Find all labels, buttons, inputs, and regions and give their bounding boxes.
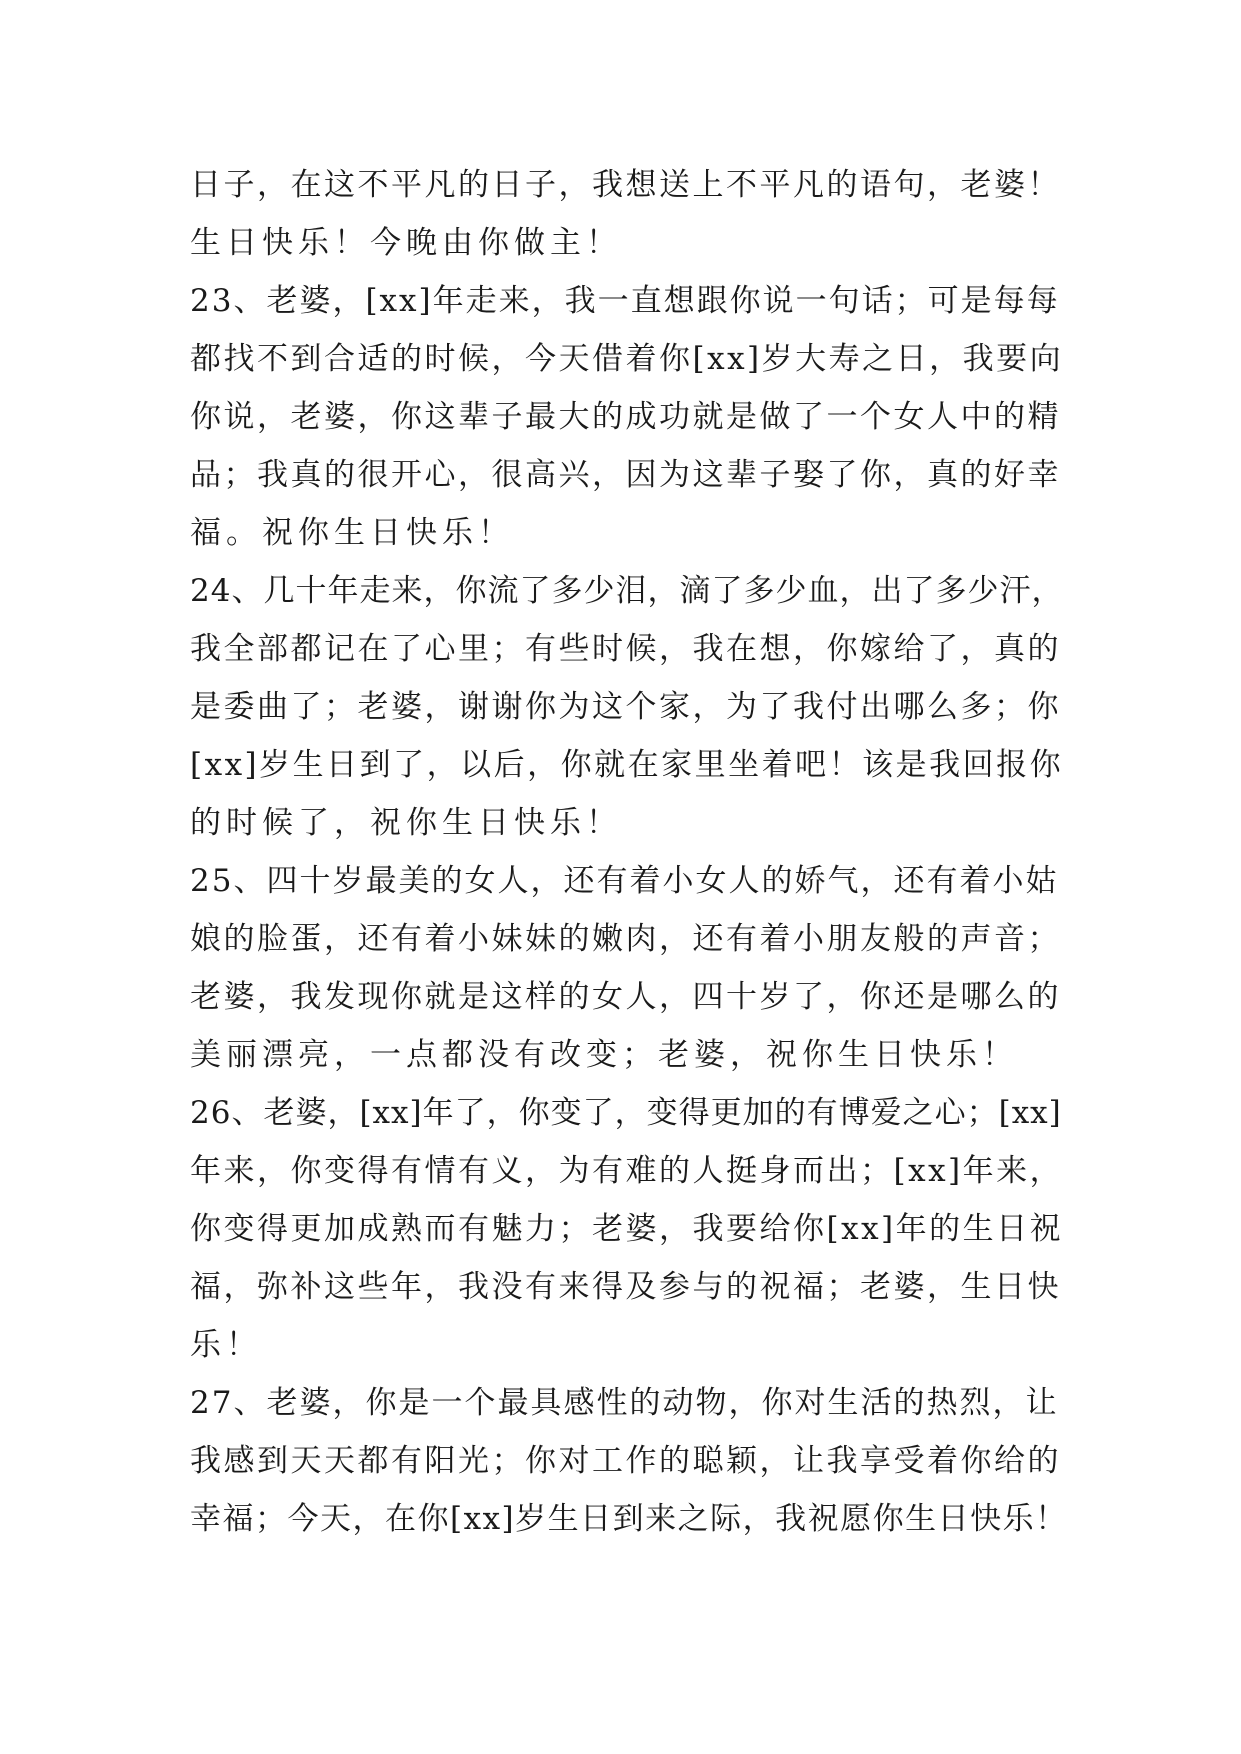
text-line: 23、老婆，[xx]年走来，我一直想跟你说一句话；可是每每 [190,283,1060,319]
text-line: 我感到天天都有阳光；你对工作的聪颖，让我享受着你给的 [190,1443,1061,1479]
text-line: 乐！ [190,1327,262,1363]
text-line: 你变得更加成熟而有魅力；老婆，我要给你[xx]年的生日祝 [190,1211,1064,1247]
paragraph-25 [190,852,1070,1084]
text-line: 老婆，我发现你就是这样的女人，四十岁了，你还是哪么的 [190,979,1061,1015]
text-line: 我全部都记在了心里；有些时候，我在想，你嫁给了，真的 [190,631,1061,667]
text-line: 是委曲了；老婆，谢谢你为这个家，为了我付出哪么多；你 [190,689,1061,725]
paragraph-27 [190,1374,1070,1548]
text-line: 的时候了，祝你生日快乐！ [190,805,622,841]
paragraph-24 [190,562,1070,852]
text-line: 27、老婆，你是一个最具感性的动物，你对生活的热烈，让 [190,1385,1059,1421]
paragraph-26 [190,1084,1070,1374]
text-line: 25、四十岁最美的女人，还有着小女人的娇气，还有着小姑 [190,863,1059,899]
text-line: [xx]岁生日到了，以后，你就在家里坐着吧！该是我回报你 [190,747,1064,783]
text-line: 生日快乐！今晚由你做主！ [190,225,622,261]
paragraph-23 [190,272,1070,562]
text-line: 你说，老婆，你这辈子最大的成功就是做了一个女人中的精 [190,399,1061,435]
text-line: 美丽漂亮，一点都没有改变；老婆，祝你生日快乐！ [190,1037,1018,1073]
text-line: 品；我真的很开心，很高兴，因为这辈子娶了你，真的好幸 [190,457,1061,493]
text-line: 福。祝你生日快乐！ [190,515,514,551]
text-line: 幸福；今天，在你[xx]岁生日到来之际，我祝愿你生日快乐！ [190,1501,1068,1537]
text-line: 娘的脸蛋，还有着小妹妹的嫩肉，还有着小朋友般的声音； [190,921,1061,957]
text-line: 福，弥补这些年，我没有来得及参与的祝福；老婆，生日快 [190,1269,1061,1305]
document-body [190,156,1070,1548]
text-line: 年来，你变得有情有义，为有难的人挺身而出；[xx]年来， [190,1153,1064,1189]
paragraph-intro-tail [190,156,1070,272]
text-line: 26、老婆，[xx]年了，你变了，变得更加的有博爱之心；[xx] [190,1095,1062,1131]
text-line: 都找不到合适的时候，今天借着你[xx]岁大寿之日，我要向 [190,341,1064,377]
text-line: 日子，在这不平凡的日子，我想送上不平凡的语句，老婆！ [190,167,1061,203]
text-line: 24、几十年走来，你流了多少泪，滴了多少血，出了多少汗， [190,573,1064,609]
